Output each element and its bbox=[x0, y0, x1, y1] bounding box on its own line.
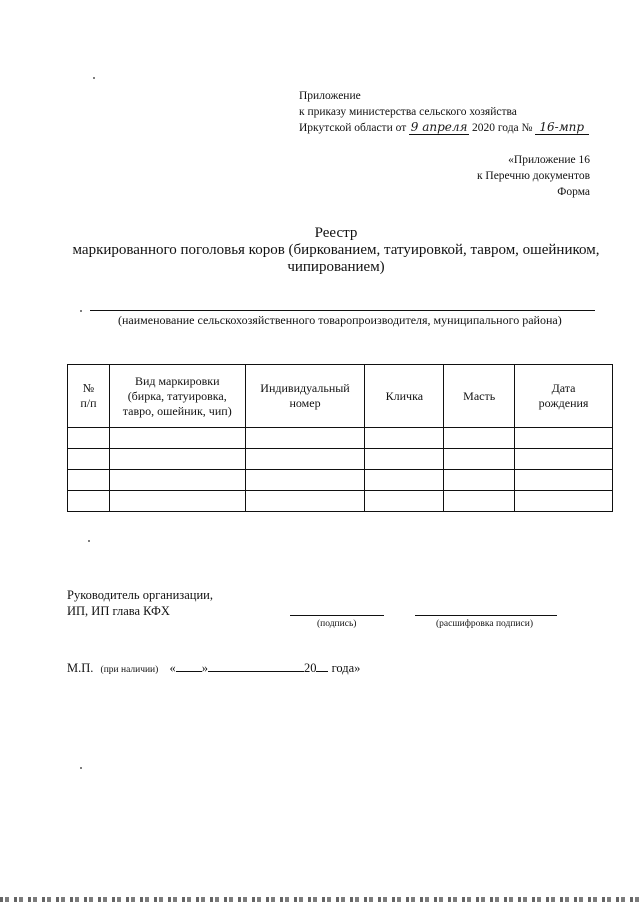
registry-table bbox=[67, 364, 613, 512]
title-line-3: чипированием) bbox=[287, 259, 385, 275]
table-header-row bbox=[68, 365, 613, 428]
header-birth-date: Дата рождения bbox=[515, 365, 613, 428]
signature-line-2: ИП, ИП глава КФХ bbox=[67, 604, 170, 618]
header-number: № п/п bbox=[68, 365, 110, 428]
header-nickname: Кличка bbox=[365, 365, 444, 428]
appendix-line-1: Приложение bbox=[299, 90, 361, 102]
scan-speck bbox=[88, 540, 90, 542]
header-color: Масть bbox=[444, 365, 515, 428]
table-row bbox=[68, 449, 613, 470]
signature-field-line bbox=[290, 615, 384, 616]
stamp-date-line: М.П. (при наличии) « » 20 года» bbox=[67, 661, 361, 675]
stamp-if-any: (при наличии) bbox=[100, 665, 159, 675]
month-blank bbox=[208, 660, 304, 672]
day-blank bbox=[176, 660, 202, 672]
document-title bbox=[60, 225, 612, 276]
appendix-line-3: Иркутской области от 9 апреля 2020 года № 16-мпр bbox=[299, 120, 589, 136]
appendix-header bbox=[299, 88, 589, 136]
signature-role bbox=[67, 587, 213, 619]
handwritten-order-number: 16-мпр bbox=[535, 121, 589, 135]
table-row bbox=[68, 470, 613, 491]
table-row bbox=[68, 428, 613, 449]
scan-speck bbox=[80, 767, 82, 769]
appendix-16-line-1: «Приложение 16 bbox=[508, 154, 590, 166]
form-label: Форма bbox=[557, 186, 590, 198]
appendix-16-header bbox=[477, 152, 590, 200]
signature-decode-line bbox=[415, 615, 557, 616]
scan-speck bbox=[93, 77, 95, 79]
appendix-16-line-2: к Перечню документов bbox=[476, 170, 590, 182]
scan-speck bbox=[80, 310, 82, 312]
producer-name-line bbox=[90, 310, 595, 311]
year-blank bbox=[316, 660, 328, 672]
header-individual-number: Индивидуальный номер bbox=[245, 365, 365, 428]
title-line-1: Реестр bbox=[314, 225, 358, 241]
scan-edge-artifact bbox=[0, 897, 640, 902]
producer-caption: (наименование сельскохозяйственного товаропроизводителя, муниципального района) bbox=[118, 313, 562, 327]
table-row bbox=[68, 491, 613, 512]
signature-decode-caption: (расшифровка подписи) bbox=[436, 619, 533, 629]
header-marking-type: Вид маркировки (бирка, татуировка, тавро, ошейник, чип) bbox=[109, 365, 245, 428]
handwritten-date: 9 апреля bbox=[410, 120, 468, 134]
stamp-label: М.П. bbox=[67, 661, 94, 675]
title-line-2: маркированного поголовья коров (биркованием, татуировкой, тавром, ошейником, bbox=[72, 242, 600, 258]
appendix-line-2: к приказу министерства сельского хозяйства bbox=[299, 106, 517, 118]
signature-line-1: Руководитель организации, bbox=[67, 588, 213, 602]
signature-caption: (подпись) bbox=[317, 619, 357, 629]
